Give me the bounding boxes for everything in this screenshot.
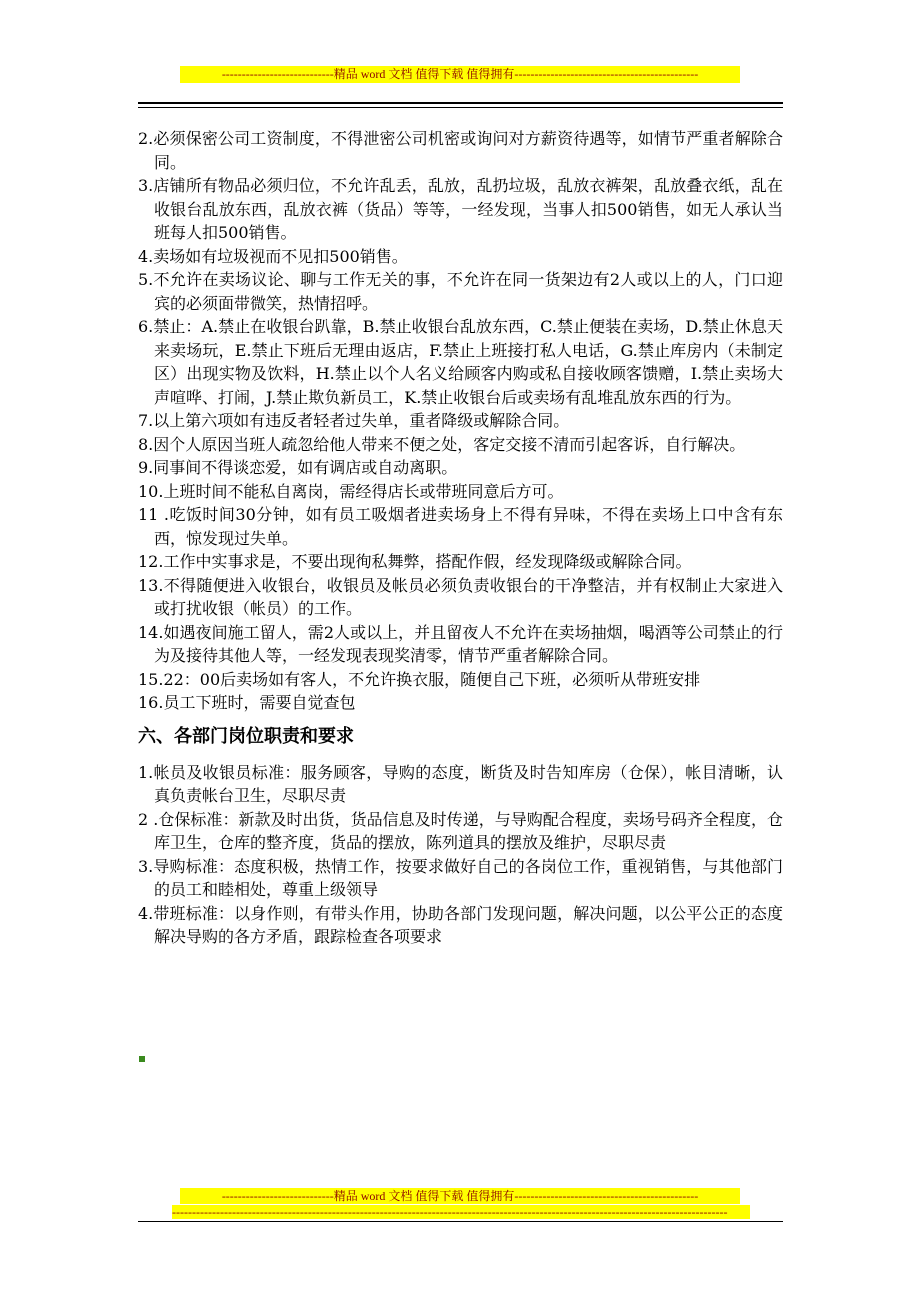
rule-item: 10.上班时间不能私自离岗，需经得店长或带班同意后方可。 <box>138 481 564 501</box>
document-body <box>138 127 783 949</box>
rule-item: 11 .吃饭时间30分钟，如有员工吸烟者进卖场身上不得有异味，不得在卖场上口中含有东西，惊发现过失单。 <box>138 505 783 548</box>
header-banner: ----------------------------精品 word 文档 值得下载 值得拥有---------------------------------------------- <box>180 66 740 83</box>
rule-item: 13.不得随便进入收银台，收银员及帐员必须负责收银台的干净整洁，并有权制止大家进入或打扰收银（帐员）的工作。 <box>138 575 783 618</box>
duty-item: 1.帐员及收银员标准：服务顾客，导购的态度，断货及时告知库房（仓保），帐目清晰，认真负责帐台卫生，尽职尽责 <box>138 762 783 805</box>
header-rule-thin <box>138 107 783 108</box>
header-rule-thick <box>138 102 783 104</box>
rule-item: 12.工作中实事求是，不要出现徇私舞弊，搭配作假，经发现降级或解除合同。 <box>138 552 692 571</box>
rule-item: 4.卖场如有垃圾视而不见扣500销售。 <box>138 246 408 266</box>
green-square-marker <box>139 1056 145 1062</box>
duty-item: 3.导购标准：态度积极，热情工作，按要求做好自己的各岗位工作，重视销售，与其他部门的员工和睦相处，尊重上级领导 <box>138 856 783 899</box>
rule-item: 2.必须保密公司工资制度，不得泄密公司机密或询问对方薪资待遇等，如情节严重者解除合同。 <box>138 129 783 172</box>
rule-item: 15.22：00后卖场如有客人，不允许换衣服，随便自己下班，必须听从带班安排 <box>138 669 701 689</box>
rule-item: 8.因个人原因当班人疏忽给他人带来不便之处，客定交接不清而引起客诉，自行解决。 <box>138 434 746 454</box>
rule-item: 5.不允许在卖场议论、聊与工作无关的事，不允许在同一货架边有2人或以上的人，门口迎宾的必须面带微笑，热情招呼。 <box>138 270 783 313</box>
duty-item: 4.带班标准：以身作则，有带头作用，协助各部门发现问题，解决问题，以公平公正的态度解决导购的各方矛盾，跟踪检查各项要求 <box>138 903 783 946</box>
rule-item: 7.以上第六项如有违反者轻者过失单，重者降级或解除合同。 <box>138 411 570 430</box>
footer-banner: ----------------------------精品 word 文档 值得下载 值得拥有---------------------------------------------- <box>180 1188 740 1204</box>
rule-item: 6.禁止：A.禁止在收银台趴靠，B.禁止收银台乱放东西，C.禁止便装在卖场，D.禁止休息天来卖场玩，E.禁止下班后无理由返店，F.禁止上班接打私人电话，G.禁止库房内（未制定区）出现实物及饮料，H.禁止以个人名义给顾客内购或私自接收顾客馈赠，I.禁止卖场大声喧哗、打闹，J.禁止欺负新员工，K.禁止收银台后或卖场有乱堆乱放东西的行为。 <box>138 317 783 407</box>
rule-item: 3.店铺所有物品必须归位，不允许乱丢，乱放，乱扔垃圾，乱放衣裤架，乱放叠衣纸，乱在收银台乱放东西，乱放衣裤（货品）等等，一经发现，当事人扣500销售，如无人承认当班每人扣500销售。 <box>138 176 783 242</box>
section-heading: 六、各部门岗位职责和要求 <box>138 725 354 747</box>
rule-item: 14.如遇夜间施工留人，需2人或以上，并且留夜人不允许在卖场抽烟，喝酒等公司禁止的行为及接待其他人等，一经发现表现奖清零，情节严重者解除合同。 <box>138 622 783 665</box>
footer-dash-line: ------------------------------------------------------------------------------------------------------------------------------------------- <box>172 1205 750 1219</box>
rule-item: 9.同事间不得谈恋爱，如有调店或自动离职。 <box>138 458 458 477</box>
duty-item: 2 .仓保标准：新款及时出货，货品信息及时传递，与导购配合程度，卖场号码齐全程度，仓库卫生，仓库的整齐度，货品的摆放，陈列道具的摆放及维护，尽职尽责 <box>138 809 783 852</box>
rule-item: 16.员工下班时，需要自觉查包 <box>138 693 356 712</box>
footer-rule <box>138 1221 783 1222</box>
